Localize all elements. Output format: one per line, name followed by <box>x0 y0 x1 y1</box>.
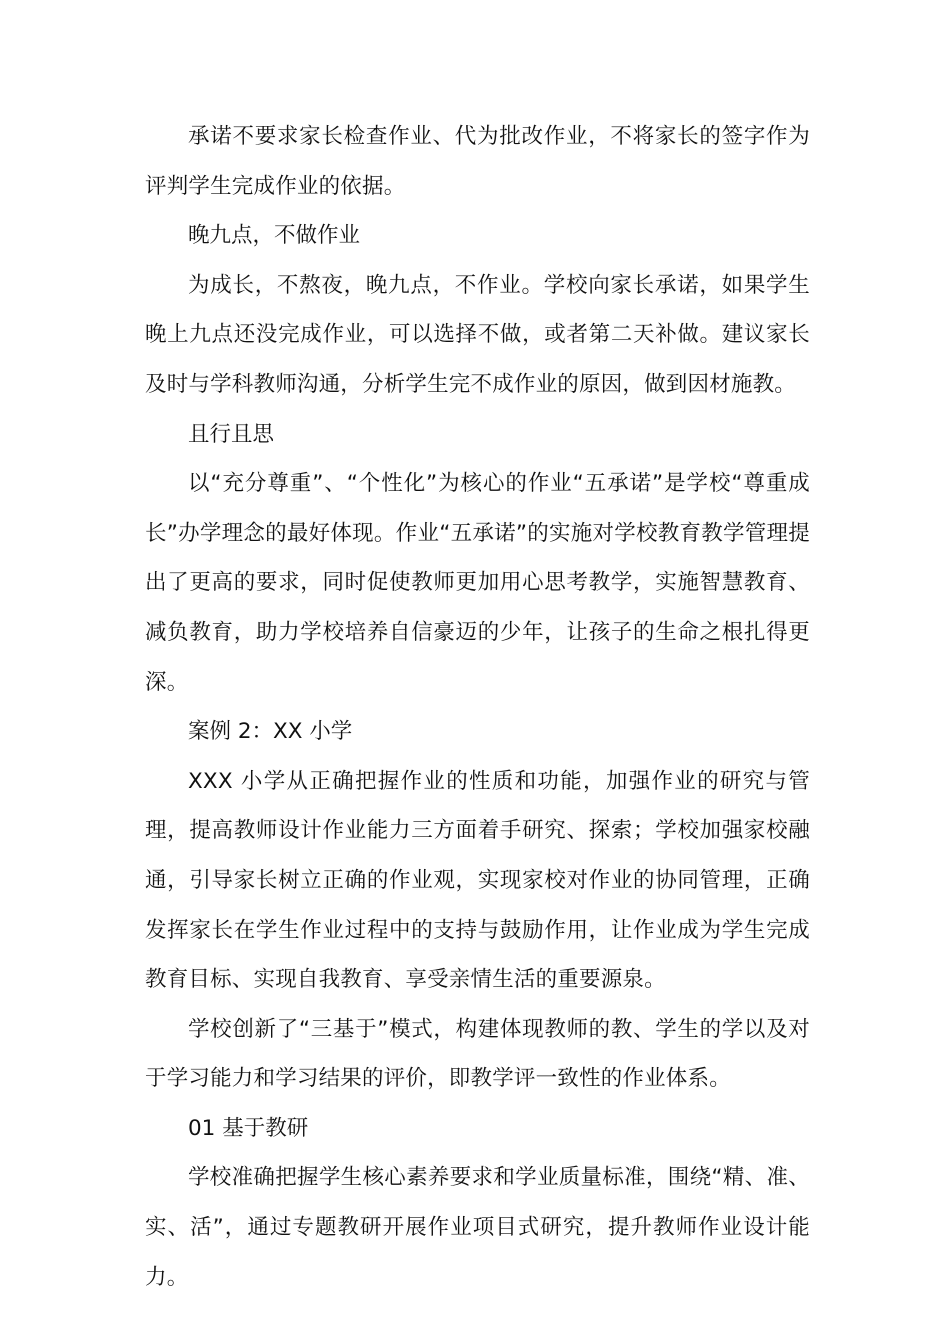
heading-based-on-research: 01 基于教研 <box>188 1115 309 1141</box>
paragraph-case-2-intro: XXX 小学从正确把握作业的性质和功能，加强作业的研究与管理，提高教师设计作业能力三方面着手研究、探索；学校加强家校融通，引导家长树立正确的作业观，实现家校对作业的协同管理，正确发挥家长在学生作业过程中的支持与鼓励作用，让作业成为学生完成教育目标、实现自我教育、享受亲情生活的重要源泉。 <box>145 768 810 993</box>
paragraph-based-on-research: 学校准确把握学生核心素养要求和学业质量标准，围绕“精、准、实、活”，通过专题教研开展作业项目式研究，提升教师作业设计能力。 <box>145 1165 810 1290</box>
document-body <box>145 112 810 1302</box>
heading-reflection: 且行且思 <box>188 421 275 447</box>
paragraph-parent-signature: 承诺不要求家长检查作业、代为批改作业，不将家长的签字作为评判学生完成作业的依据。 <box>145 124 810 199</box>
paragraph-nine-pm: 为成长，不熬夜，晚九点，不作业。学校向家长承诺，如果学生晚上九点还没完成作业，可以选择不做，或者第二天补做。建议家长及时与学科教师沟通，分析学生完不成作业的原因，做到因材施教。 <box>145 272 810 397</box>
heading-case-2: 案例 2：XX 小学 <box>188 719 353 745</box>
paragraph-three-based-model: 学校创新了“三基于”模式，构建体现教师的教、学生的学以及对于学习能力和学习结果的评价，即教学评一致性的作业体系。 <box>145 1016 810 1092</box>
heading-nine-pm: 晚九点，不做作业 <box>188 223 361 249</box>
paragraph-reflection: 以“充分尊重”、“个性化”为核心的作业“五承诺”是学校“尊重成长”办学理念的最好体现。作业“五承诺”的实施对学校教育教学管理提出了更高的要求，同时促使教师更加用心思考教学，实施智慧教育、减负教育，助力学校培养自信豪迈的少年，让孩子的生命之根扎得更深。 <box>145 471 810 695</box>
